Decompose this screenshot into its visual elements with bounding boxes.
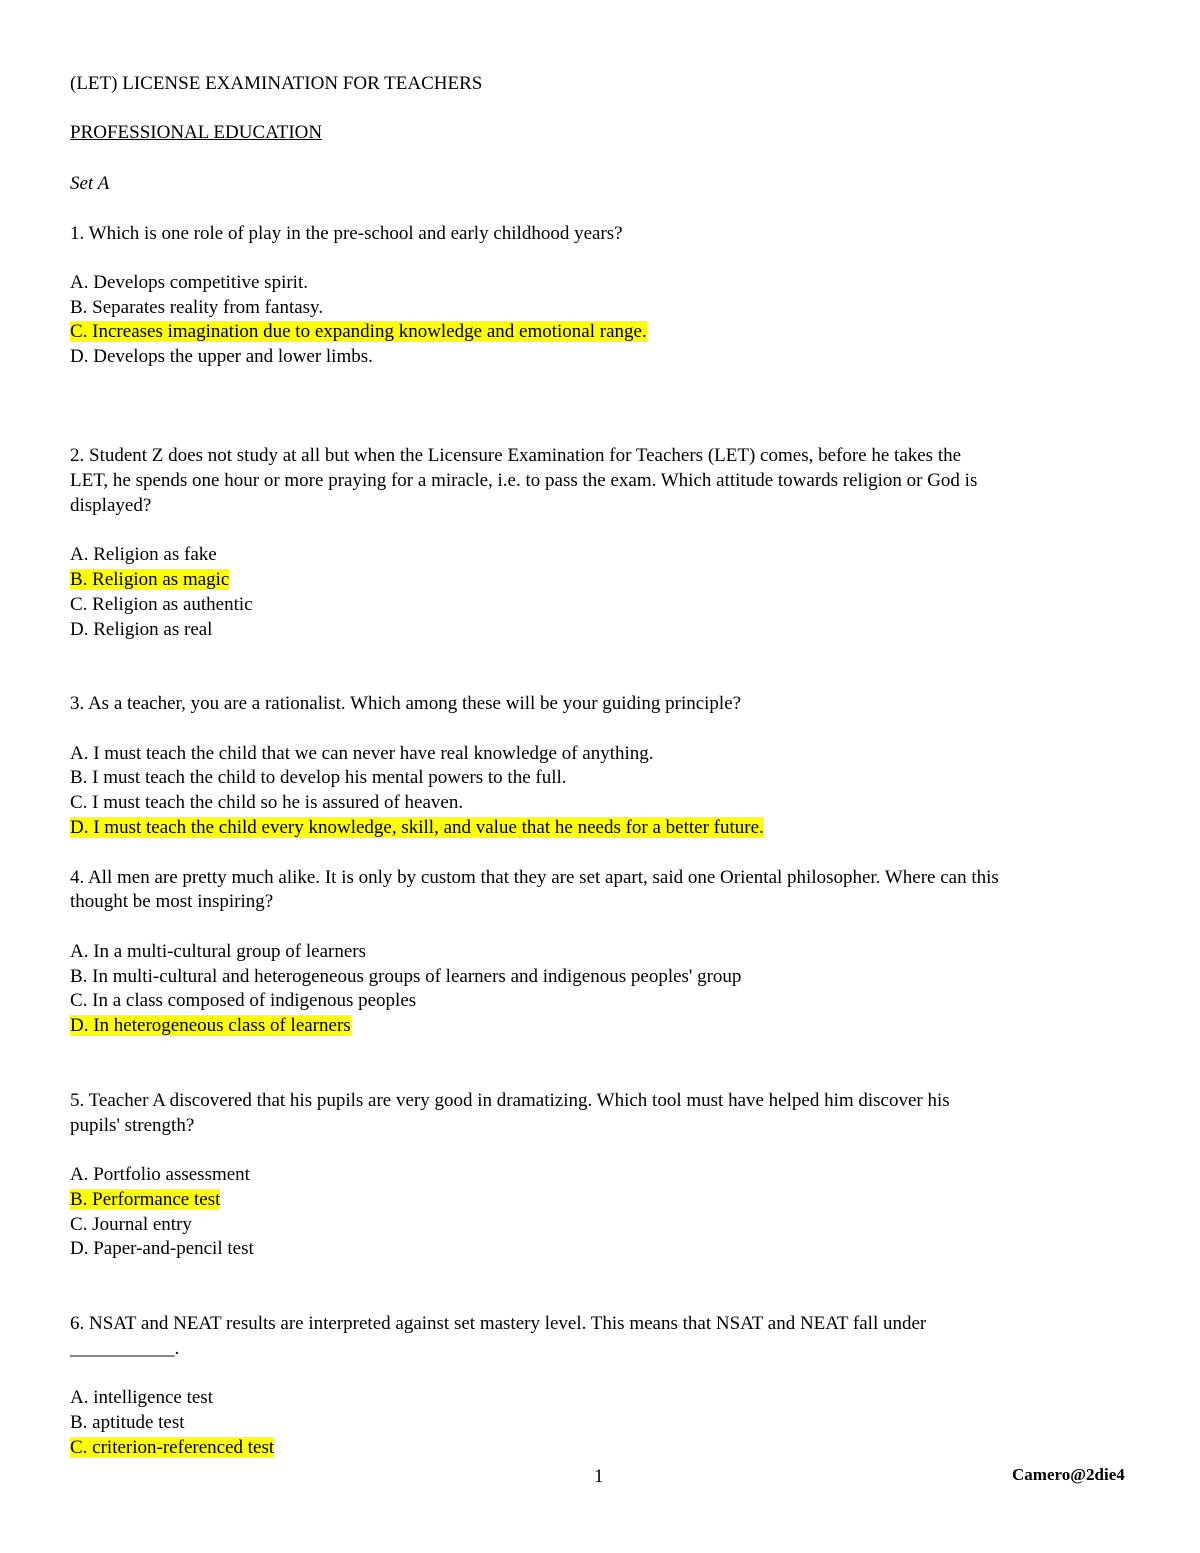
option-c-answer: C. criterion-referenced test (70, 1437, 275, 1458)
option-c: C. Journal entry (70, 1214, 192, 1235)
question-stem: 6. NSAT and NEAT results are interpreted against set mastery level. This means that NSAT and NEAT fall under (70, 1313, 927, 1334)
option-c: C. Religion as authentic (70, 594, 253, 615)
option-d-answer: D. In heterogeneous class of learners (70, 1015, 351, 1036)
question-stem: LET, he spends one hour or more praying for a miracle, i.e. to pass the exam. Which attitude towards religion or God is (70, 470, 978, 491)
option-a: A. Portfolio assessment (70, 1164, 250, 1185)
option-b-answer: B. Performance test (70, 1189, 221, 1210)
footer-id: Camero@2die4 (1012, 1465, 1125, 1484)
option-a: A. Religion as fake (70, 544, 217, 565)
question-stem: displayed? (70, 495, 152, 516)
option-d-answer: D. I must teach the child every knowledge, skill, and value that he needs for a better future. (70, 817, 764, 838)
question-stem: 4. All men are pretty much alike. It is only by custom that they are set apart, said one Oriental philosopher. Where can this (70, 867, 999, 888)
option-b: B. aptitude test (70, 1412, 185, 1433)
option-a: A. Develops competitive spirit. (70, 272, 308, 293)
option-b: B. Separates reality from fantasy. (70, 297, 324, 318)
set-label: Set A (70, 173, 110, 194)
option-d: D. Develops the upper and lower limbs. (70, 346, 373, 367)
option-a: A. In a multi-cultural group of learners (70, 941, 366, 962)
question-stem: 5. Teacher A discovered that his pupils are very good in dramatizing. Which tool must have helped him discover his (70, 1090, 950, 1111)
option-b: B. I must teach the child to develop his mental powers to the full. (70, 767, 567, 788)
question-stem: 2. Student Z does not study at all but when the Licensure Examination for Teachers (LET) comes, before he takes the (70, 445, 962, 466)
option-c: C. In a class composed of indigenous peoples (70, 990, 417, 1011)
option-b-answer: B. Religion as magic (70, 569, 230, 590)
document-title: (LET) LICENSE EXAMINATION FOR TEACHERS (70, 73, 483, 94)
question-stem: 3. As a teacher, you are a rationalist. Which among these will be your guiding principle? (70, 693, 742, 714)
option-c-answer: C. Increases imagination due to expanding knowledge and emotional range. (70, 321, 647, 342)
option-a: A. intelligence test (70, 1387, 213, 1408)
option-c: C. I must teach the child so he is assured of heaven. (70, 792, 464, 813)
option-d: D. Paper-and-pencil test (70, 1238, 254, 1259)
section-heading: PROFESSIONAL EDUCATION (70, 122, 323, 143)
question-stem: 1. Which is one role of play in the pre-school and early childhood years? (70, 223, 623, 244)
page-number: 1 (594, 1466, 604, 1487)
option-d: D. Religion as real (70, 619, 213, 640)
question-stem-blank: ___________. (70, 1338, 180, 1359)
option-a: A. I must teach the child that we can never have real knowledge of anything. (70, 743, 654, 764)
question-stem: pupils' strength? (70, 1115, 195, 1136)
question-stem: thought be most inspiring? (70, 891, 274, 912)
option-b: B. In multi-cultural and heterogeneous groups of learners and indigenous peoples' group (70, 966, 742, 987)
